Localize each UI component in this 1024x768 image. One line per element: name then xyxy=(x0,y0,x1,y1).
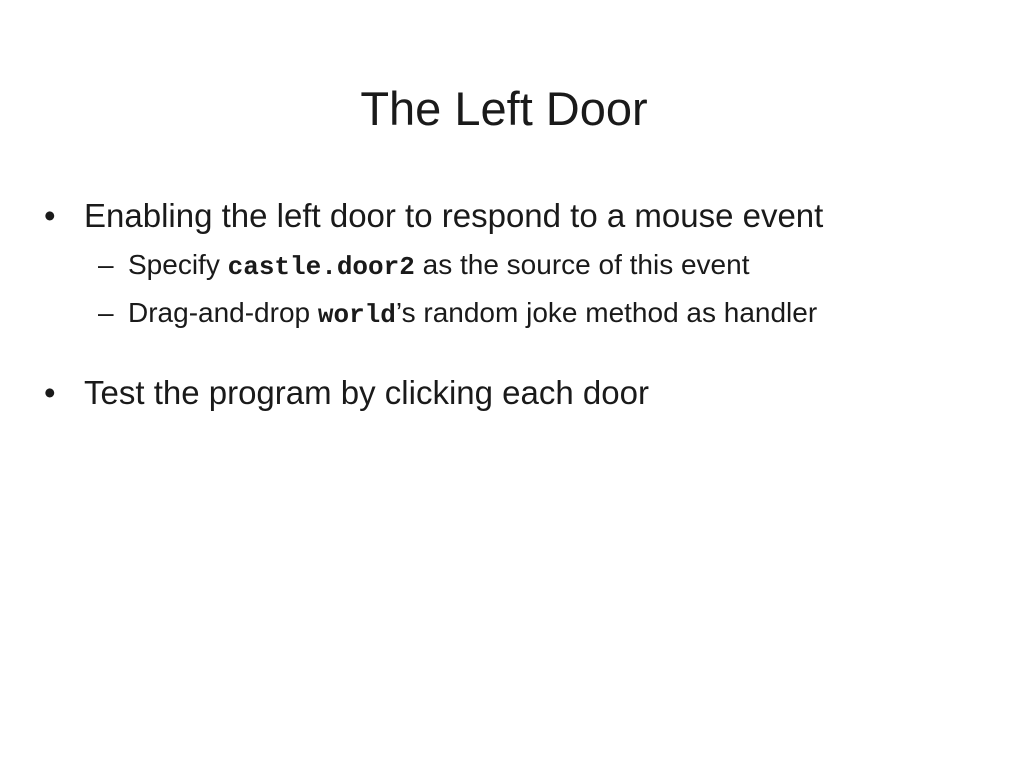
code-text: world xyxy=(317,300,396,330)
bullet-marker: • xyxy=(44,374,56,411)
sub-bullet-marker: – xyxy=(98,297,114,328)
slide-title: The Left Door xyxy=(360,82,648,135)
bullet-item xyxy=(44,196,823,236)
sub-bullet-prefix: Specify xyxy=(128,249,228,280)
bullet-text: Test the program by clicking each door xyxy=(84,374,649,411)
sub-bullet-item xyxy=(98,296,817,332)
sub-bullet-marker: – xyxy=(98,249,114,280)
bullet-item xyxy=(44,373,649,413)
sub-bullet-suffix: ’s random joke method as handler xyxy=(395,297,818,328)
bullet-marker: • xyxy=(44,197,56,234)
code-text: castle.door2 xyxy=(227,252,415,282)
sub-bullet-suffix: as the source of this event xyxy=(414,249,750,280)
sub-bullet-item xyxy=(98,248,749,284)
bullet-text: Enabling the left door to respond to a mouse event xyxy=(84,197,824,234)
sub-bullet-prefix: Drag-and-drop xyxy=(128,297,318,328)
